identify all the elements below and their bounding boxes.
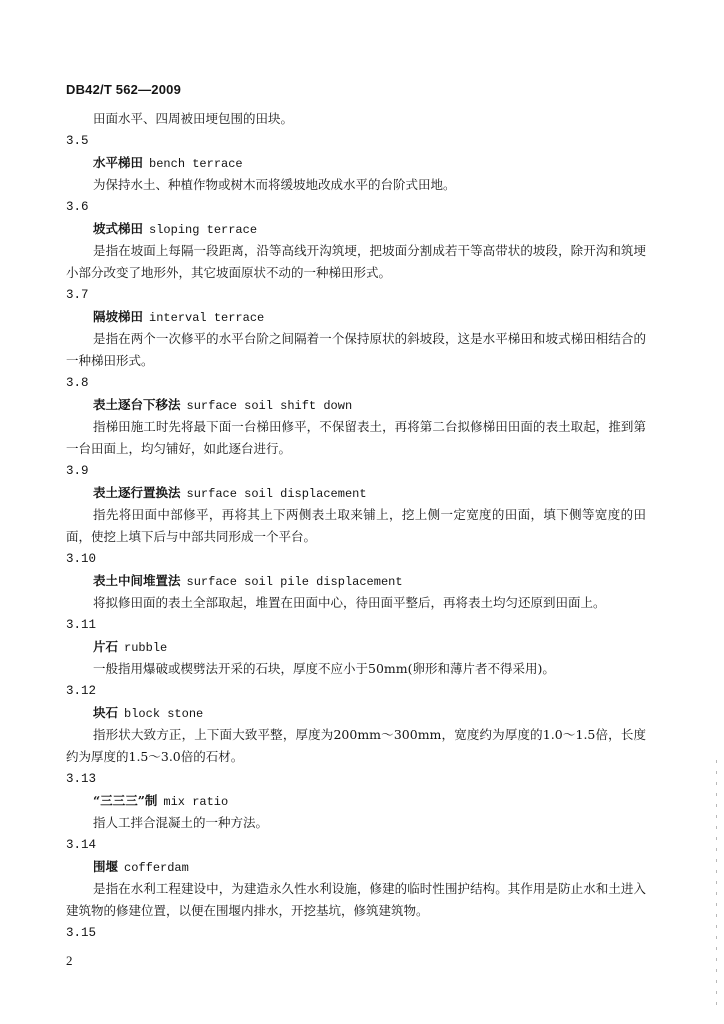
page-number: 2: [66, 953, 73, 968]
term-english: surface soil shift down: [186, 399, 353, 413]
term-chinese: “三三三”制: [93, 793, 158, 808]
term-chinese: 水平梯田: [93, 155, 144, 170]
term-english: interval terrace: [149, 311, 265, 325]
term-chinese: 表土中间堆置法: [93, 573, 181, 588]
term-entry: [66, 196, 646, 284]
term-entry: [66, 834, 646, 922]
term-chinese: 隔坡梯田: [93, 309, 144, 324]
term-chinese: 块石: [93, 705, 119, 720]
clause-number: 3.14: [66, 838, 97, 852]
term-english: cofferdam: [124, 861, 189, 875]
term-entry: [66, 922, 646, 944]
term-english: rubble: [124, 641, 168, 655]
clause-number: 3.15: [66, 926, 97, 940]
term-definition: 一般指用爆破或楔劈法开采的石块，厚度不应小于50mm(卵形和薄片者不得采用)。: [93, 661, 555, 676]
term-definition: 指先将田面中部修平，再将其上下两侧表土取来铺上，挖上侧一定宽度的田面，填下侧等宽度的田面，使挖上填下后与中部共同形成一个平台。: [66, 507, 646, 544]
term-entry: [66, 460, 646, 548]
term-entry: [66, 372, 646, 460]
term-english: surface soil displacement: [186, 487, 367, 501]
term-definition: 将拟修田面的表土全部取起，堆置在田面中心，待田面平整后，再将表土均匀还原到田面上。: [93, 595, 606, 610]
term-chinese: 片石: [93, 639, 119, 654]
term-title: [66, 394, 646, 416]
term-definition: 指人工拌合混凝土的一种方法。: [93, 815, 269, 830]
term-definition: 是指在水利工程建设中，为建造永久性水利设施，修建的临时性围护结构。其作用是防止水和土进入建筑物的修建位置，以便在围堰内排水，开挖基坑，修筑建筑物。: [66, 881, 646, 918]
clause-number: 3.12: [66, 684, 97, 698]
term-english: sloping terrace: [149, 223, 258, 237]
term-title: [66, 570, 646, 592]
clause-number: 3.13: [66, 772, 97, 786]
term-chinese: 坡式梯田: [93, 221, 144, 236]
clause-number: 3.10: [66, 552, 97, 566]
continued-definition: 田面水平、四周被田埂包围的田块。: [93, 111, 294, 126]
clause-number: 3.7: [66, 288, 89, 302]
clause-number: 3.6: [66, 200, 89, 214]
term-entry: [66, 768, 646, 834]
term-title: [66, 482, 646, 504]
term-entry: [66, 548, 646, 614]
term-english: surface soil pile displacement: [186, 575, 403, 589]
term-title: [66, 152, 646, 174]
term-chinese: 围堰: [93, 859, 119, 874]
term-english: block stone: [124, 707, 204, 721]
term-title: [66, 702, 646, 724]
clause-number: 3.8: [66, 376, 89, 390]
term-chinese: 表土逐行置换法: [93, 485, 181, 500]
term-title: [66, 306, 646, 328]
term-title: [66, 218, 646, 240]
term-title: [66, 636, 646, 658]
term-entry: [66, 614, 646, 680]
term-definition: 指梯田施工时先将最下面一台梯田修平，不保留表土，再将第二台拟修梯田田面的表土取起，推到第一台田面上，均匀铺好，如此逐台进行。: [66, 419, 646, 456]
term-chinese: 表土逐台下移法: [93, 397, 181, 412]
clause-number: 3.5: [66, 134, 89, 148]
term-definition: 指形状大致方正，上下面大致平整，厚度为200mm～300mm，宽度约为厚度的1.0～1.5倍，长度约为厚度的1.5～3.0倍的石材。: [66, 727, 646, 764]
term-entry: [66, 680, 646, 768]
term-definition: 是指在两个一次修平的水平台阶之间隔着一个保持原状的斜坡段，这是水平梯田和坡式梯田相结合的一种梯田形式。: [66, 331, 646, 368]
term-entry: [66, 284, 646, 372]
clause-number: 3.9: [66, 464, 89, 478]
term-english: mix ratio: [163, 795, 229, 809]
term-title: [66, 790, 646, 812]
standard-code: DB42/T 562—2009: [66, 82, 182, 97]
term-entry: [66, 130, 646, 196]
term-english: bench terrace: [149, 157, 243, 171]
term-title: [66, 856, 646, 878]
scan-edge-mark: [716, 760, 717, 1010]
clause-number: 3.11: [66, 618, 97, 632]
term-list: [66, 108, 646, 944]
term-definition: 是指在坡面上每隔一段距离，沿等高线开沟筑埂，把坡面分割成若干等高带状的坡段，除开沟和筑埂小部分改变了地形外，其它坡面原状不动的一种梯田形式。: [66, 243, 646, 280]
term-definition: 为保持水土、种植作物或树木而将缓坡地改成水平的台阶式田地。: [93, 177, 456, 192]
